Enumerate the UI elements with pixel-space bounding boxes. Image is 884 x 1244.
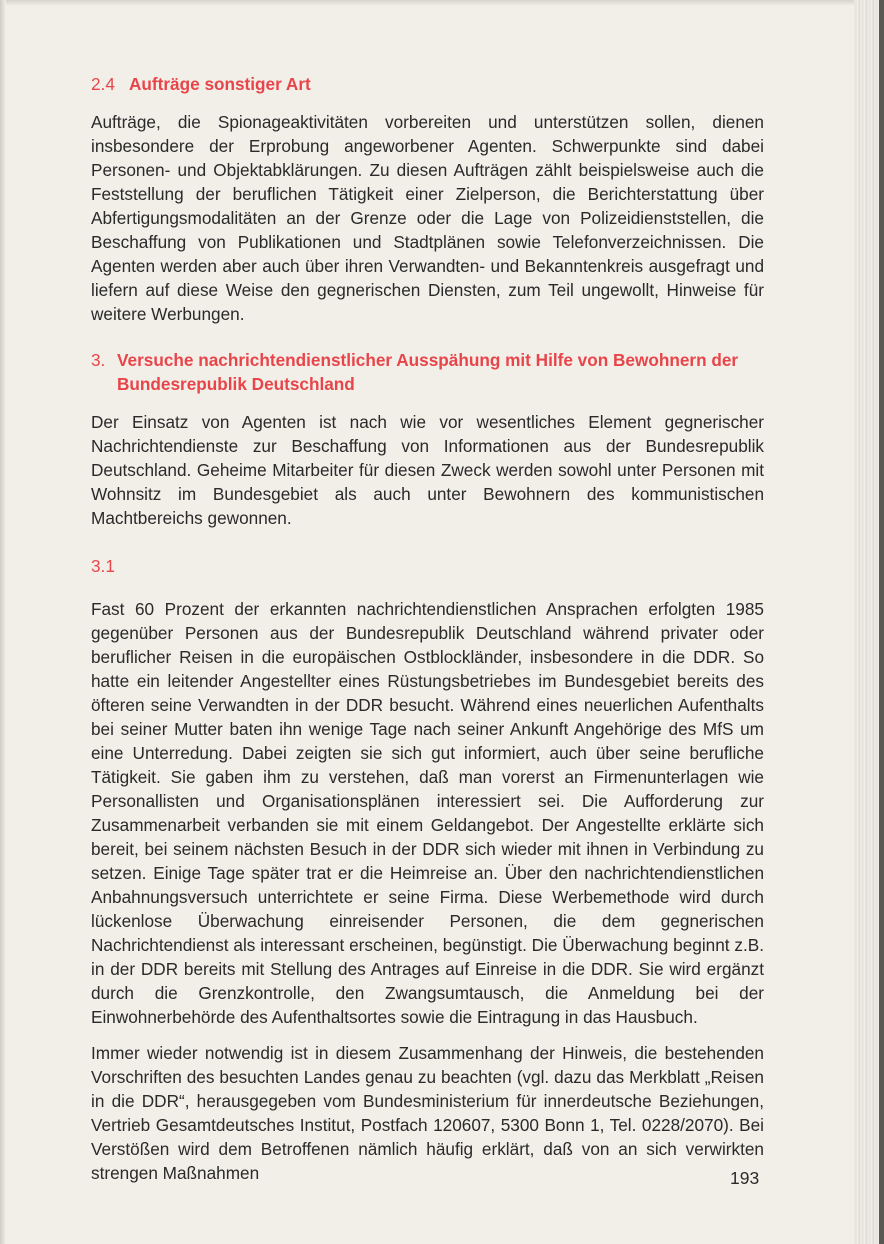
section-title: Versuche nachrichtendienstlicher Ausspähung mit Hilfe von Bewohnern der Bundesrepublik Deutschland <box>117 350 739 394</box>
section-number: 2.4 <box>91 74 115 94</box>
page-content <box>91 72 764 1185</box>
page-left-edge <box>0 0 6 1244</box>
page-top-edge <box>0 0 884 6</box>
page-number: 193 <box>730 1168 760 1188</box>
heading-section-3-1 <box>91 554 764 578</box>
paragraph-section-3-1-first: Fast 60 Prozent der erkannten nachrichtendienstlichen Ansprachen erfolgten 1985 gegenüber Personen aus der Bundesrepublik Deutschland während privater oder beruflicher Reisen in die europäischen Ostblockländer, insbesondere in die DDR. So hatte ein leitender Angestellter eines Rüstungsbetriebes im Bundesgebiet bereits des öfteren seine Verwandten in der DDR besucht. Während eines neuerlichen Aufenthalts bei seiner Mutter baten ihn wenige Tage nach seiner Ankunft Angehörige des MfS um eine Unterredung. Dabei zeigten sie sich gut informiert, auch über seine berufliche Tätigkeit. Sie gaben ihm zu verstehen, daß man vorerst an Firmenunterlagen wie Personallisten und Organisationsplänen interessiert sei. Die Aufforderung zur Zusammenarbeit verbanden sie mit einem Geldangebot. Der Angestellte erklärte sich bereit, bei seinem nächsten Besuch in der DDR sich wieder mit ihnen in Verbindung zu setzen. Einige Tage später trat er die Heimreise an. Über den nachrichtendienstlichen Anbahnungsversuch unterrichtete er seine Firma. Diese Werbemethode wird durch lückenlose Überwachung einreisender Personen, die dem gegnerischen Nachrichtendienst als interessant erscheinen, begünstigt. Die Überwachung beginnt z.B. in der DDR bereits mit Stellung des Antrages auf Einreise in die DDR. Sie wird ergänzt durch die Grenzkontrolle, den Zwangsumtausch, die Anmeldung bei der Einwohnerbehörde des Aufenthaltsortes sowie die Eintragung in das Hausbuch. <box>91 599 764 1027</box>
heading-section-3 <box>91 348 764 396</box>
paragraph-section-2-4: Aufträge, die Spionageaktivitäten vorbereiten und unterstützen sollen, dienen insbesondere der Erprobung angeworbener Agenten. Schwerpunkte sind dabei Personen- und Objektabklärungen. Zu diesen Aufträgen zählt beispielsweise auch die Feststellung der beruflichen Tätigkeit einer Zielperson, die Berichterstattung über Abfertigungsmodalitäten an der Grenze oder die Lage von Polizeidienststellen, die Beschaffung von Publikationen und Stadtplänen sowie Telefonverzeichnissen. Die Agenten werden aber auch über ihren Verwandten- und Bekanntenkreis ausgefragt und liefern auf diese Weise den gegnerischen Diensten, zum Teil ungewollt, Hinweise für weitere Werbungen. <box>91 112 764 324</box>
section-number: 3.1 <box>91 556 115 576</box>
book-spine-shadow <box>879 0 884 1244</box>
section-number: 3. <box>91 350 106 370</box>
heading-section-2-4 <box>91 72 764 96</box>
paragraph-section-3-1-second: Immer wieder notwendig ist in diesem Zusammenhang der Hinweis, die bestehenden Vorschriften des besuchten Landes genau zu beachten (vgl. dazu das Merkblatt „Reisen in die DDR“, herausgegeben vom Bundesministerium für innerdeutsche Beziehungen, Vertrieb Gesamtdeutsches Institut, Postfach 120607, 5300 Bonn 1, Tel. 0228/2070). Bei Verstößen wird dem Betroffenen nämlich häufig erklärt, daß von an sich verwirkten strengen Maßnahmen <box>91 1043 764 1183</box>
paragraph-section-3: Der Einsatz von Agenten ist nach wie vor wesentliches Element gegnerischer Nachrichtendienste zur Beschaffung von Informationen aus der Bundesrepublik Deutschland. Geheime Mitarbeiter für diesen Zweck werden sowohl unter Personen mit Wohnsitz im Bundesgebiet als auch unter Bewohnern des kommunistischen Machtbereichs gewonnen. <box>91 412 764 528</box>
section-title: Aufträge sonstiger Art <box>129 74 311 94</box>
